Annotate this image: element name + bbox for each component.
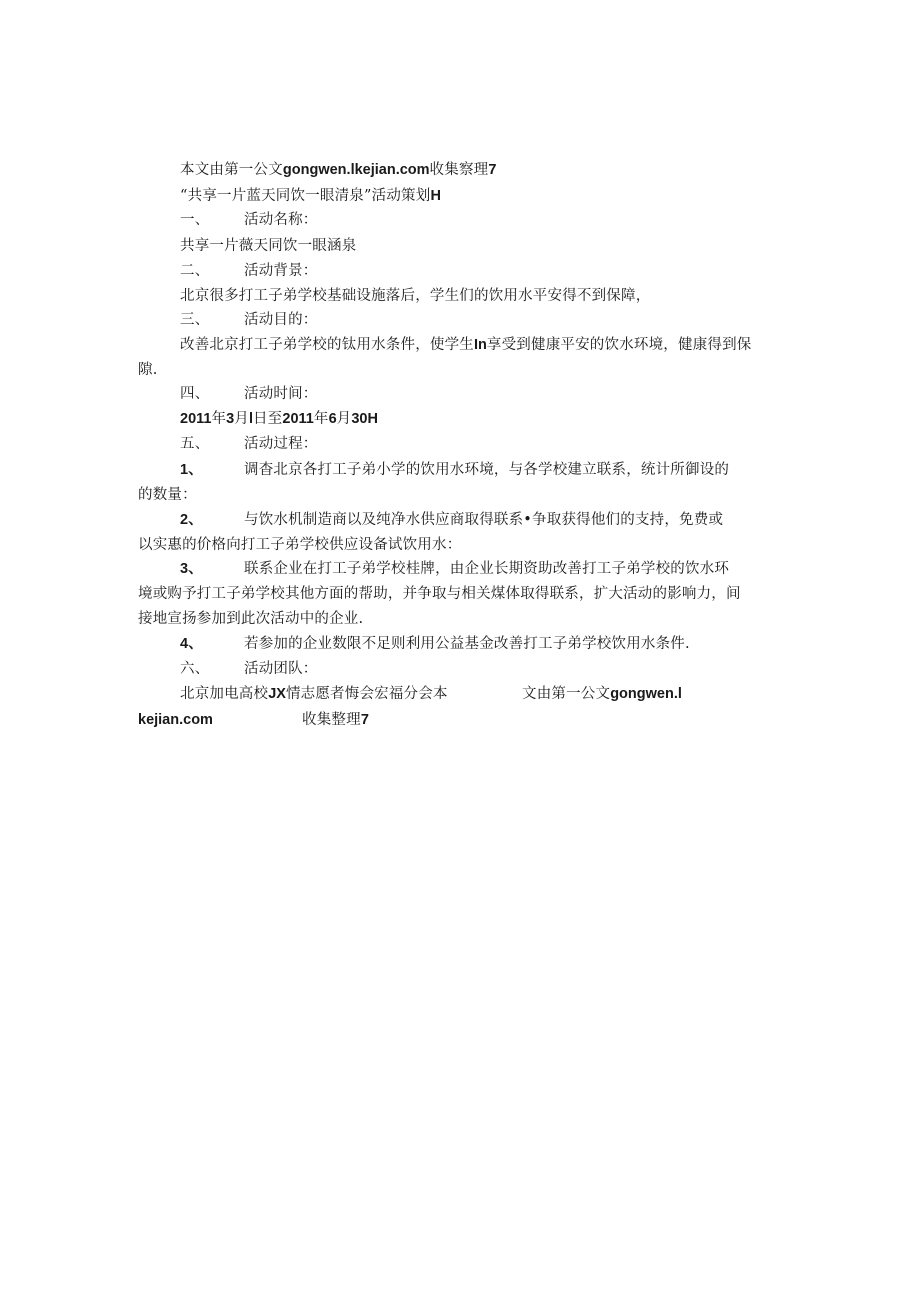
list-item-number: 1、 — [180, 462, 203, 478]
purpose-paragraph-line-2: 隙. — [138, 362, 158, 378]
document-title — [180, 186, 441, 206]
team-text-b: JX — [268, 686, 286, 702]
background-paragraph: 北京很多打工子弟学校基础设施落后，学生们的饮用水平安得不到保障， — [180, 288, 651, 304]
year-char-2: 年 — [313, 411, 329, 427]
source-suffix: 收集察理 — [429, 162, 489, 178]
month-char-2: 月 — [336, 411, 352, 427]
team-text-a: 北京加电高校 — [180, 686, 269, 702]
section-label-5: 活动过程： — [244, 436, 318, 452]
purpose-text-b: In — [474, 337, 487, 353]
list-item-text: 若参加的企业数限不足则利用公益基金改善打工子弟学校饮用水条件. — [244, 636, 690, 652]
section-heading-2: 二、 — [180, 263, 210, 279]
title-text: “共享一片蓝天同饮一眼清泉”活动策划 — [180, 188, 431, 204]
list-item-text-cont: 的数量： — [138, 487, 197, 503]
source-prefix: 本文由第一公文 — [180, 162, 283, 178]
footer-mark: 7 — [360, 712, 369, 728]
section-number: 一、 — [180, 212, 210, 228]
section-label-3: 活动目的： — [244, 312, 318, 328]
footer-site: kejian.com — [138, 712, 213, 728]
year-char: 年 — [211, 411, 227, 427]
team-line — [180, 684, 448, 704]
section-label-6: 活动团队： — [244, 661, 318, 677]
list-item-number: 2、 — [180, 512, 203, 528]
section-heading-3: 三、 — [180, 312, 210, 328]
section-label-1: 活动名称： — [244, 212, 318, 228]
team-text-c: 情志愿者悔会宏福分会本 — [285, 686, 448, 702]
list-item-text-cont: 接地宣扬参加到此次活动中的企业. — [138, 611, 364, 627]
team-source-prefix: 文由第一公文 — [522, 686, 611, 702]
list-item-text: 与饮水机制造商以及纯净水供应商取得联系•争取获得他们的支持，免费或 — [244, 512, 724, 528]
start-day: l — [248, 411, 253, 427]
purpose-paragraph-line-1 — [180, 335, 752, 355]
team-source-line — [522, 684, 682, 704]
section-heading-1 — [180, 210, 209, 230]
month-char: 月 — [234, 411, 249, 427]
section-heading-5: 五、 — [180, 436, 210, 452]
source-mark: 7 — [488, 162, 497, 178]
footer-suffix-line — [302, 710, 369, 730]
list-item-text-cont: 以实惠的价格向打工子弟学校供应设备试饮用水： — [138, 537, 462, 553]
day-to-char: 日至 — [252, 411, 283, 427]
purpose-text-c: 享受到健康平安的饮水环境，健康得到保 — [486, 337, 752, 353]
section-label-4: 活动时间： — [244, 386, 318, 402]
activity-time — [180, 409, 378, 429]
list-item-number: 4、 — [180, 636, 203, 652]
source-line — [180, 160, 496, 180]
section-heading-4: 四、 — [180, 386, 210, 402]
team-source-site: gongwen.l — [610, 686, 682, 702]
end-day: 30H — [351, 411, 378, 427]
activity-name: 共享一片薇天同饮一眼涵泉 — [180, 238, 357, 254]
section-heading-6: 六、 — [180, 661, 210, 677]
section-label-2: 活动背景： — [244, 263, 318, 279]
list-item-text-cont: 境或购予打工子弟学校其他方面的帮助，并争取与相关煤体取得联系，扩大活动的影响力，间 — [138, 586, 741, 602]
end-year: 2011 — [282, 411, 314, 427]
list-item-text: 调杳北京各打工子弟小学的饮用水环境，与各学校建立联系，统计所御设的 — [244, 462, 730, 478]
start-month: 3 — [226, 411, 235, 427]
purpose-text-a: 改善北京打工子弟学校的钛用水条件，使学生 — [180, 337, 474, 353]
footer-suffix: 收集整理 — [302, 712, 361, 728]
start-year: 2011 — [180, 411, 212, 427]
end-month: 6 — [328, 411, 337, 427]
list-item-number: 3、 — [180, 561, 203, 577]
source-site: gongwen.lkejian.com — [282, 162, 430, 178]
title-mark: H — [430, 188, 441, 204]
list-item-text: 联系企业在打工子弟学校桂牌，由企业长期资助改善打工子弟学校的饮水环 — [244, 561, 730, 577]
